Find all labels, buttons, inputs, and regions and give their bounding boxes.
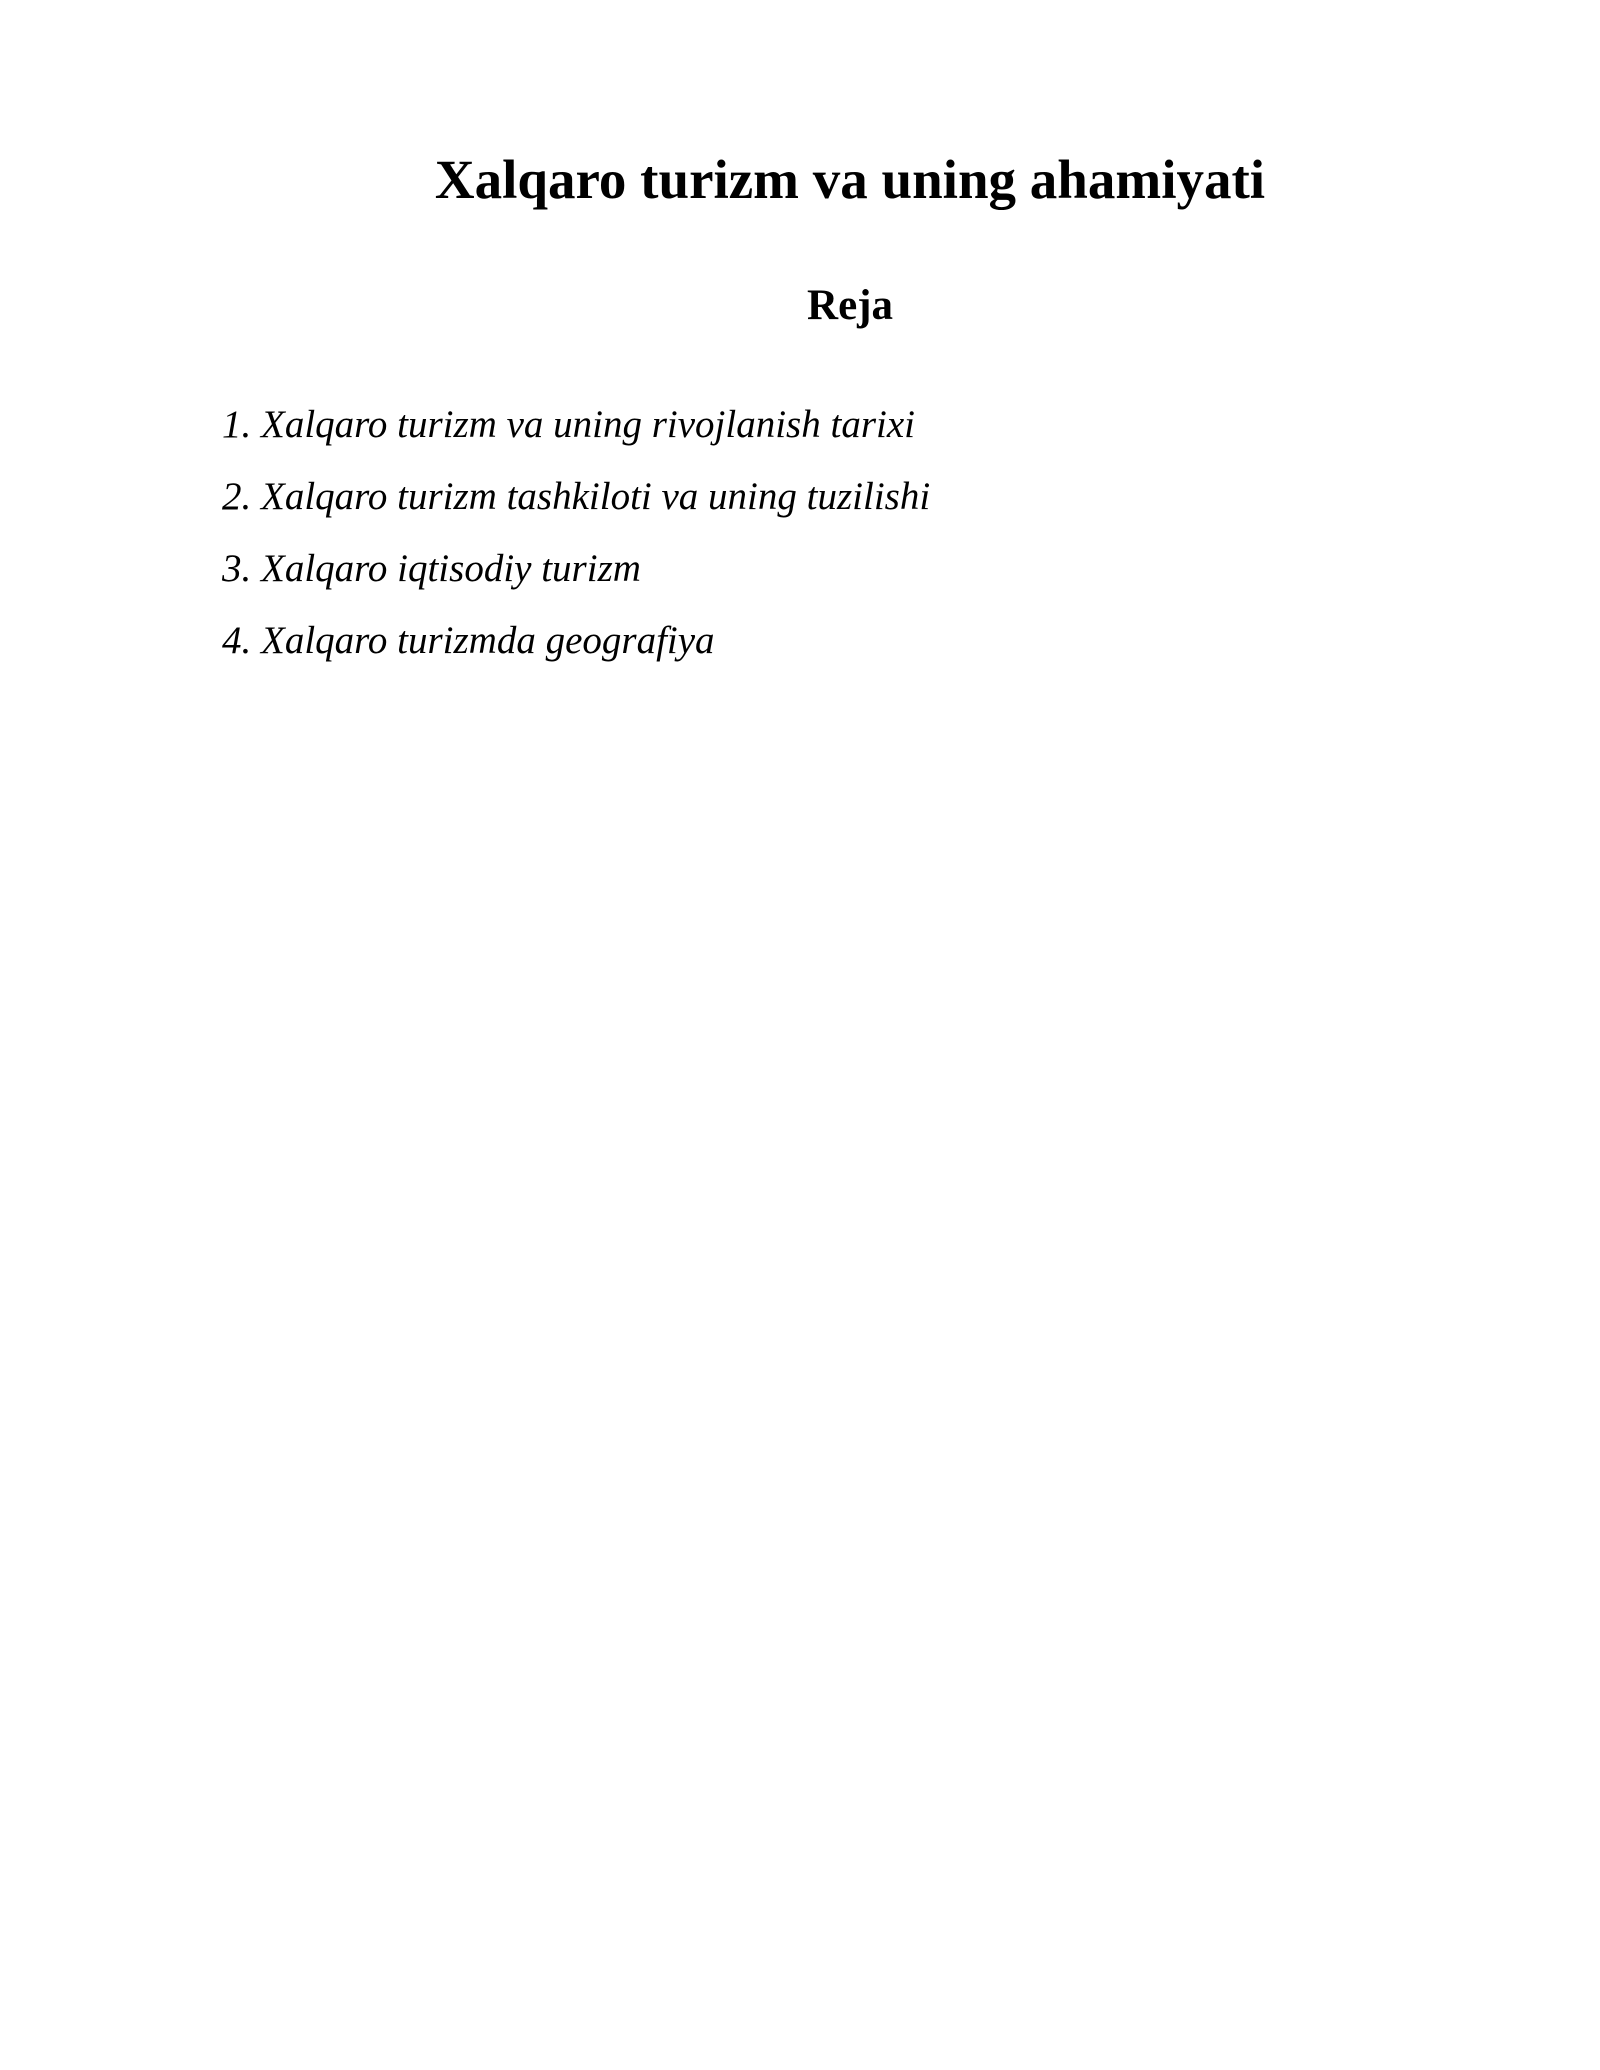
- plan-heading: Reja: [807, 282, 893, 329]
- plan-item-3: 3. Xalqaro iqtisodiy turizm: [222, 547, 641, 590]
- document-title: Xalqaro turizm va uning ahamiyati: [434, 149, 1266, 210]
- plan-list: [222, 389, 1422, 677]
- plan-item-1: 1. Xalqaro turizm va uning rivojlanish tarixi: [222, 403, 915, 446]
- plan-item-2: 2. Xalqaro turizm tashkiloti va uning tuzilishi: [222, 475, 931, 518]
- plan-item-4: 4. Xalqaro turizmda geografiya: [222, 619, 715, 662]
